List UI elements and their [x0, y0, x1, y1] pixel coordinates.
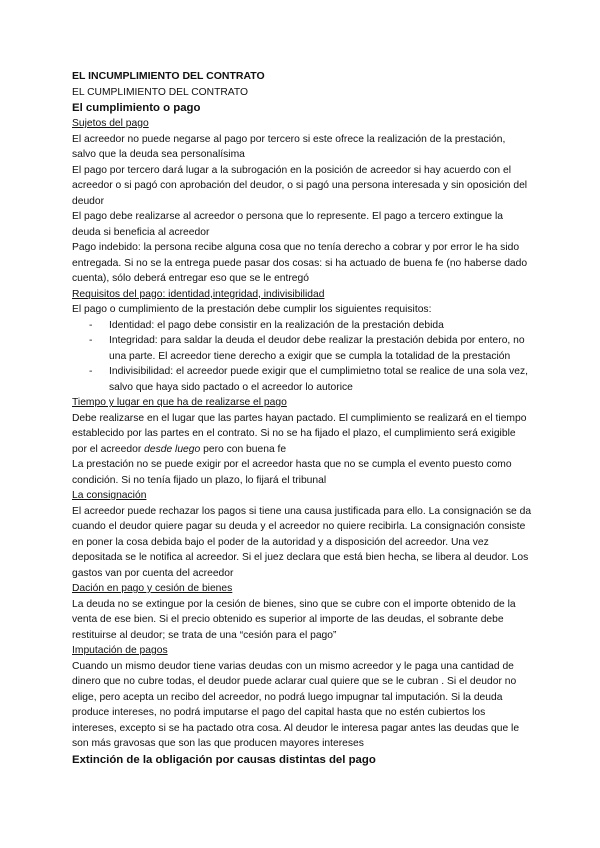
paragraph-text: pero con buena fe: [200, 443, 287, 455]
subsection-heading-tiempo: Tiempo y lugar en que ha de realizarse el pago: [72, 397, 287, 408]
subsection-heading-consignacion: La consignación: [72, 490, 147, 501]
paragraph: La deuda no se extingue por la cesión de bienes, sino que se cubre con el importe obtenido de la venta de ese bien. Si el precio obtenido es superior al importe de las deudas, el sobrante debe restituirse al deudor; se trata de una “cesión para el pago”: [72, 598, 516, 641]
document-subtitle: EL CUMPLIMIENTO DEL CONTRATO: [72, 86, 249, 98]
requisitos-list: [72, 318, 532, 396]
final-heading: Extinción de la obligación por causas distintas del pago: [72, 753, 376, 766]
list-item: - Indivisibilidad: el acreedor puede exigir que el cumplimietno total se realice de una sola vez, salvo que haya sido pactado o el acreedor lo autorice: [109, 364, 532, 395]
subsection-heading-sujetos: Sujetos del pago: [72, 118, 149, 129]
subsection-heading-requisitos: Requisitos del pago: identidad,integridad, indivisibilidad: [72, 288, 325, 300]
list-item: - Identidad: el pago debe consistir en la realización de la prestación debida: [109, 318, 532, 334]
document-page: [72, 69, 532, 768]
paragraph: [72, 411, 532, 458]
section-heading: El cumplimiento o pago: [72, 102, 201, 114]
paragraph: El pago debe realizarse al acreedor o persona que lo represente. El pago a tercero extingue la deuda si beneficia al acreedor: [72, 211, 504, 238]
paragraph: El acreedor no puede negarse al pago por tercero si este ofrece la realización de la prestación, salvo que la deuda sea personalísima: [72, 133, 506, 160]
emphasis-text: desde luego: [144, 443, 201, 455]
document-title: EL INCUMPLIMIENTO DEL CONTRATO: [72, 70, 265, 82]
paragraph: La prestación no se puede exigir por el acreedor hasta que no se cumpla el evento puesto como condición. Si no tenía fijado un plazo, lo fijará el tribunal: [72, 459, 512, 486]
subsection-heading-dacion: Dación en pago y cesión de bienes: [72, 583, 233, 594]
subsection-heading-imputacion: Imputación de pagos: [72, 645, 168, 656]
paragraph: El pago por tercero dará lugar a la subrogación en la posición de acreedor si hay acuerdo con el acreedor o si pagó con aprobación del deudor, o si pagó una persona interesada y sin oposición del deudor: [72, 164, 528, 207]
paragraph: Cuando un mismo deudor tiene varias deudas con un mismo acreedor y le paga una cantidad de dinero que no cubre todas, el deudor puede aclarar cual quiere que se le cubran . Si el deudor no elige, pero acepta un recibo del acreedor, no podrá luego impugnar tal imputación. Si la deuda produce intereses, no podrá imputarse el pago del capital hasta que no estén cubiertos los intereses, excepto si se ha pactado otra cosa. Al deudor le interesa pagar antes las deudas que le son más gravosas que son las que producen mayores intereses: [72, 660, 520, 749]
list-item: - Integridad: para saldar la deuda el deudor debe realizar la prestación debida por entero, no una parte. El acreedor tiene derecho a exigir que se cumpla la totalidad de la prestación: [109, 333, 532, 364]
paragraph-text: Debe realizarse en el lugar que las partes hayan pactado. El cumplimiento se realizará en el tiempo establecido por las partes en el contrato. Si no se ha fijado el plazo, el cumplimiento será exigible por el acreedor: [72, 412, 527, 455]
paragraph: El pago o cumplimiento de la prestación debe cumplir los siguientes requisitos:: [72, 304, 432, 315]
paragraph: El acreedor puede rechazar los pagos si tiene una causa justificada para ello. La consignación se da cuando el deudor quiere pagar su deuda y el acreedor no quiere recibirla. La consignación consiste en poner la cosa debida bajo el poder de la autoridad y a disposición del acreedor. Una vez depositada se le notifica al acreedor. Si el juez declara que está bien hecha, se libera al deudor. Los gastos van por cuenta del acreedor: [72, 505, 532, 579]
paragraph: Pago indebido: la persona recibe alguna cosa que no tenía derecho a cobrar y por error le ha sido entregada. Si no se la entrega puede pasar dos cosas: si ha actuado de buena fe (no haberse dado cuenta), sólo deberá entregar eso que se le entregó: [72, 242, 528, 284]
